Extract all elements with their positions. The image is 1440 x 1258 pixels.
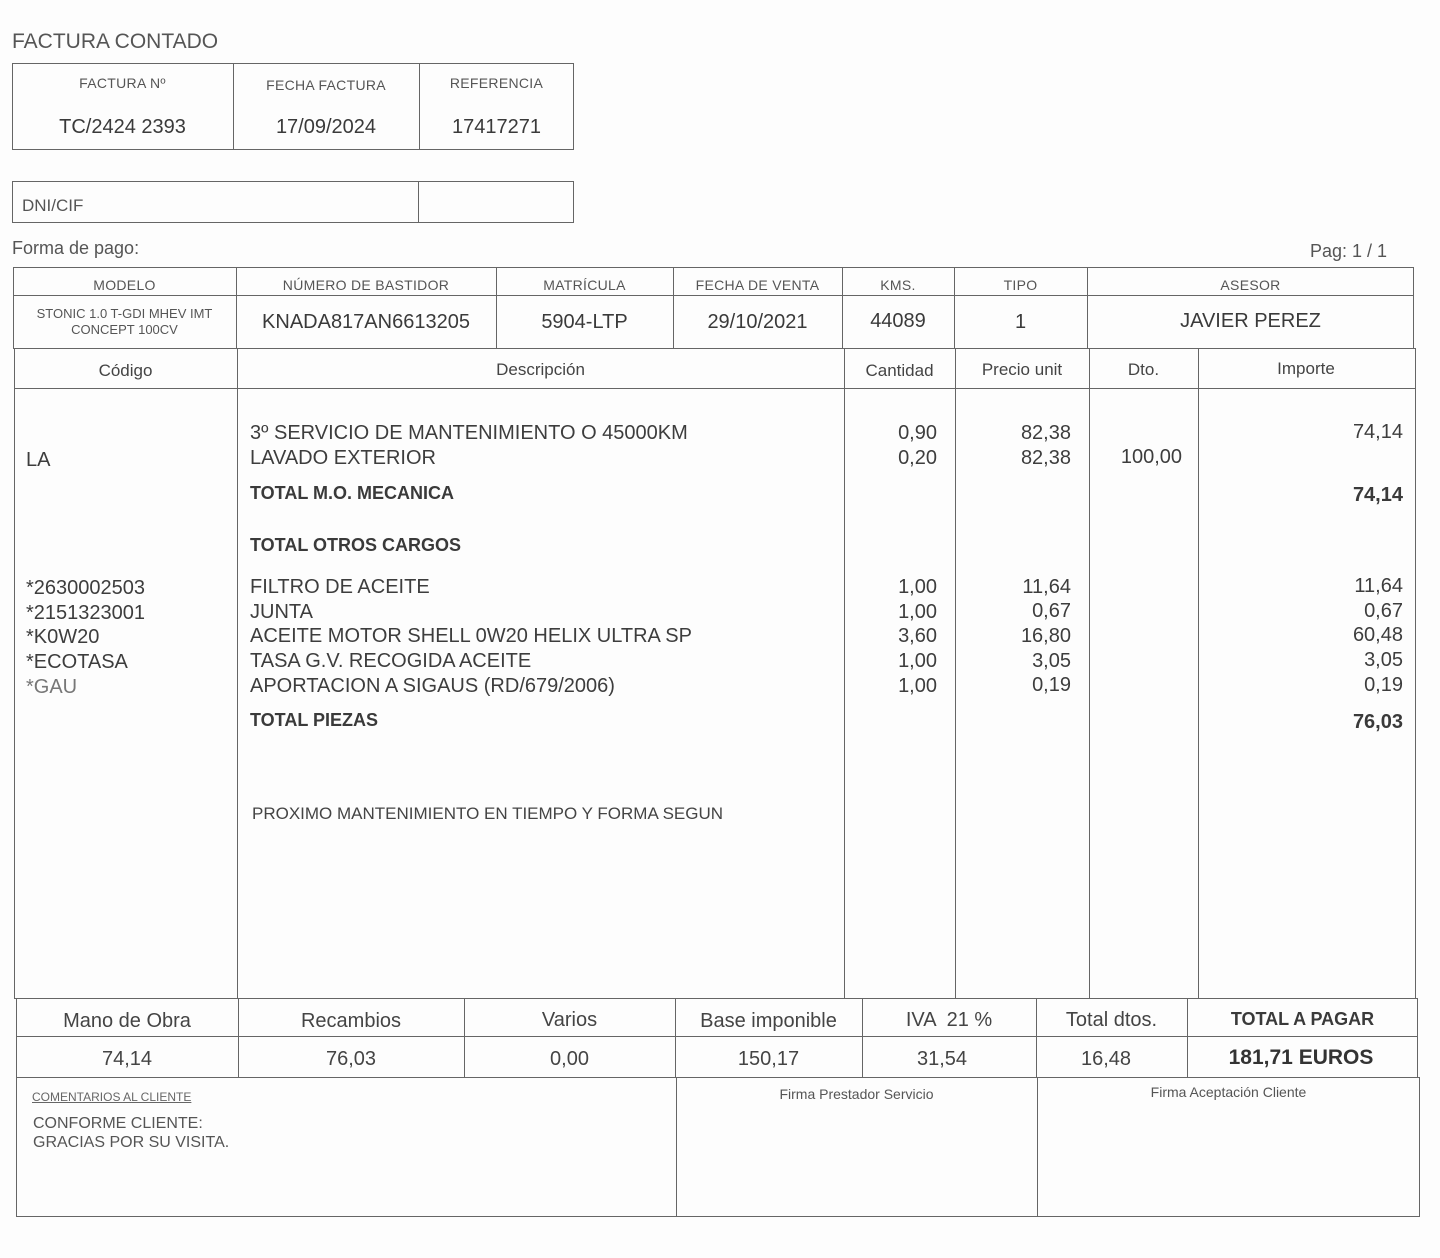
summary-parts-label: Recambios	[300, 1010, 402, 1032]
row-qty: 1,00	[898, 576, 937, 598]
plate-value: 5904-LTP	[541, 311, 628, 333]
col-unit-price: Precio unit	[981, 360, 1063, 379]
dni-box	[12, 181, 574, 223]
comments-label: COMENTARIOS AL CLIENTE	[32, 1090, 192, 1104]
col-amount: Importe	[1277, 359, 1335, 378]
col-description: Descripción	[496, 360, 585, 379]
summary-labor-label: Mano de Obra	[63, 1010, 191, 1032]
row-amount: 11,64	[1354, 575, 1403, 597]
row-code: *2151323001	[26, 602, 146, 624]
row-code: *2630002503	[26, 577, 146, 599]
labor-total-label: TOTAL M.O. MECANICA	[250, 483, 454, 503]
summary-labor-value: 74,14	[101, 1048, 153, 1070]
summary-discounts-label: Total dtos.	[1065, 1009, 1158, 1031]
dni-label: DNI/CIF	[22, 196, 84, 215]
invoice-number-label: FACTURA Nº	[79, 75, 166, 91]
summary-total-label: TOTAL A PAGAR	[1230, 1009, 1375, 1029]
sale-date-value: 29/10/2021	[707, 311, 808, 333]
summary-vat-label: IVA 21 %	[905, 1009, 993, 1031]
invoice-date-label: FECHA FACTURA	[266, 77, 386, 93]
summary-vat-value: 31,54	[916, 1048, 968, 1070]
invoice-reference-label: REFERENCIA	[449, 75, 544, 91]
advisor-value: JAVIER PEREZ	[1180, 310, 1321, 332]
payment-method-label: Forma de pago:	[12, 238, 140, 258]
summary-misc-label: Varios	[541, 1009, 598, 1031]
row-code: *K0W20	[26, 626, 100, 648]
parts-total: 76,03	[1352, 711, 1403, 733]
row-price: 11,64	[1022, 576, 1071, 598]
row-qty: 3,60	[898, 625, 937, 647]
labor-total: 74,14	[1352, 484, 1403, 506]
col-qty: Cantidad	[865, 361, 934, 380]
row-code: *ECOTASA	[26, 651, 128, 673]
client-signature-label: Firma Aceptación Cliente	[1150, 1084, 1307, 1100]
row-amount: 0,19	[1364, 674, 1403, 696]
row-price: 0,67	[1032, 600, 1071, 622]
kms-value: 44089	[870, 310, 926, 332]
page-number: Pag: 1 / 1	[1310, 241, 1388, 261]
row-description: JUNTA	[250, 601, 313, 623]
row-description: ACEITE MOTOR SHELL 0W20 HELIX ULTRA SP	[250, 625, 692, 647]
row-qty: 0,90	[898, 422, 937, 444]
row-discount: 100,00	[1120, 446, 1182, 468]
summary-base-value: 150,17	[737, 1048, 800, 1070]
other-charges-label: TOTAL OTROS CARGOS	[250, 535, 462, 555]
row-code: LA	[26, 449, 51, 471]
model-line1: STONIC 1.0 T-GDI MHEV IMT	[36, 306, 213, 321]
invoice-number: TC/2424 2393	[59, 116, 186, 138]
model-line2: CONCEPT 100CV	[71, 322, 178, 337]
row-price: 3,05	[1032, 650, 1071, 672]
maintenance-note: PROXIMO MANTENIMIENTO EN TIEMPO Y FORMA SEGUN	[252, 804, 724, 823]
col-discount: Dto.	[1127, 360, 1160, 379]
type-value: 1	[1014, 311, 1027, 333]
row-description: FILTRO DE ACEITE	[250, 576, 430, 598]
row-price: 0,19	[1032, 674, 1071, 696]
document-title: FACTURA CONTADO	[12, 30, 219, 53]
row-code: *GAU	[26, 676, 78, 698]
row-qty: 1,00	[898, 650, 937, 672]
summary-discounts-value: 16,48	[1080, 1048, 1132, 1070]
row-qty: 1,00	[898, 675, 937, 697]
row-description: APORTACION A SIGAUS (RD/679/2006)	[250, 675, 615, 697]
vin-label: NÚMERO DE BASTIDOR	[282, 277, 450, 293]
plate-label: MATRÍCULA	[543, 277, 626, 293]
model-label: MODELO	[93, 277, 156, 293]
row-qty: 1,00	[898, 601, 937, 623]
vin-value: KNADA817AN6613205	[262, 311, 470, 333]
row-description: 3º SERVICIO DE MANTENIMIENTO O 45000KM	[250, 422, 688, 444]
parts-total-label: TOTAL PIEZAS	[250, 710, 379, 730]
type-label: TIPO	[1003, 277, 1038, 293]
row-amount: 0,67	[1364, 600, 1403, 622]
col-code: Código	[98, 361, 153, 380]
summary-misc-value: 0,00	[550, 1048, 589, 1070]
provider-signature-label: Firma Prestador Servicio	[779, 1086, 934, 1102]
row-price: 82,38	[1020, 447, 1071, 469]
summary-total-value: 181,71 EUROS	[1228, 1046, 1374, 1069]
row-price: 82,38	[1020, 422, 1071, 444]
invoice-date: 17/09/2024	[275, 116, 377, 138]
row-qty: 0,20	[898, 447, 937, 469]
kms-label: KMS.	[880, 277, 916, 293]
row-amount: 74,14	[1352, 421, 1403, 443]
advisor-label: ASESOR	[1220, 277, 1281, 293]
summary-parts-value: 76,03	[325, 1048, 377, 1070]
sale-date-label: FECHA DE VENTA	[695, 277, 820, 293]
invoice-reference: 17417271	[452, 116, 541, 138]
row-amount: 3,05	[1364, 649, 1403, 671]
row-description: TASA G.V. RECOGIDA ACEITE	[250, 650, 532, 672]
row-description: LAVADO EXTERIOR	[250, 447, 436, 469]
comment-line1: CONFORME CLIENTE:	[33, 1115, 203, 1132]
row-price: 16,80	[1020, 625, 1071, 647]
summary-base-label: Base imponible	[700, 1010, 837, 1032]
comment-line2: GRACIAS POR SU VISITA.	[33, 1134, 230, 1151]
row-amount: 60,48	[1352, 624, 1403, 646]
